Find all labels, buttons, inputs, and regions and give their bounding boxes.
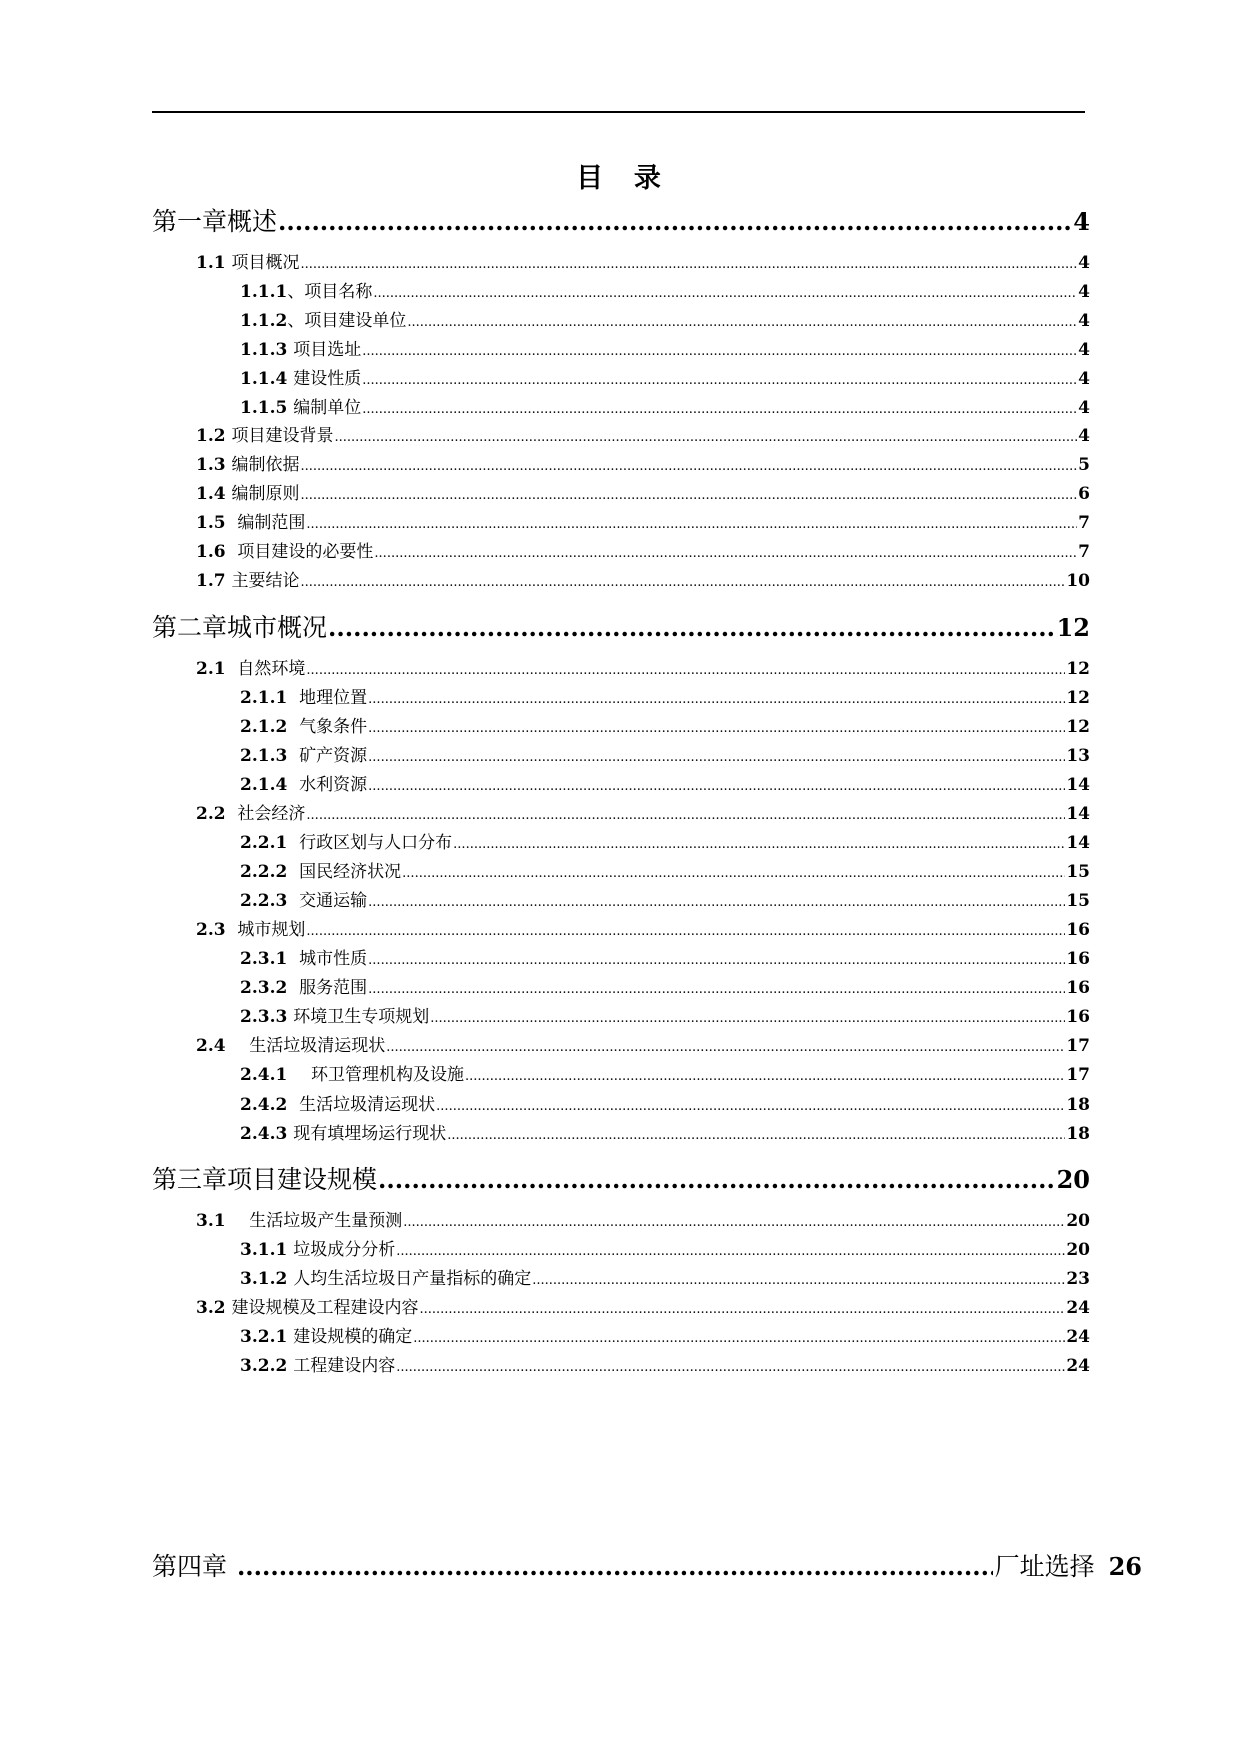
toc-leader-dots — [301, 257, 1078, 272]
toc-entry-page: 17 — [1066, 1065, 1090, 1085]
toc-entry-label — [240, 1090, 435, 1115]
toc-leader-dots — [374, 546, 1077, 561]
toc-subsection-entry[interactable] — [240, 1322, 1090, 1350]
toc-entry-label — [196, 1206, 402, 1231]
toc-entry-text: 交通运输 — [299, 891, 368, 911]
toc-entry-text: 生活垃圾产生量预测 — [249, 1211, 403, 1231]
toc-entry-label — [240, 741, 367, 766]
toc-entry-label — [196, 537, 373, 562]
toc-leader-dots — [368, 982, 1065, 997]
toc-entry-label — [196, 479, 300, 504]
toc-section-entry[interactable] — [196, 537, 1090, 565]
toc-entry-number: 2.3 — [196, 920, 238, 940]
toc-leader-dots — [278, 207, 1072, 236]
toc-entry-number: 3.2.2 — [240, 1356, 294, 1376]
toc-section-entry[interactable] — [196, 1206, 1090, 1234]
toc-entry-number: 2.3.1 — [240, 949, 300, 969]
toc-entry-number: 1.3 — [196, 455, 232, 475]
toc-entry-page: 24 — [1066, 1327, 1090, 1347]
toc-entry-number: 3.2 — [196, 1298, 232, 1318]
toc-subsection-entry[interactable] — [240, 335, 1090, 363]
toc-entry-page: 4 — [1078, 253, 1090, 273]
toc-section-entry[interactable] — [196, 508, 1090, 536]
toc-section-entry[interactable] — [196, 479, 1090, 507]
toc-entry-number: 2.4.1 — [240, 1065, 311, 1085]
toc-entry-text: 、项目建设单位 — [287, 311, 407, 331]
toc-entry-label: 第二章城市概况 — [152, 613, 328, 642]
toc-entry-page: 10 — [1066, 571, 1090, 591]
toc-leader-dots — [413, 1331, 1065, 1346]
toc-entry-label — [196, 1293, 419, 1318]
toc-entry-page: 20 — [1056, 1165, 1090, 1194]
toc-entry-page: 14 — [1066, 804, 1090, 824]
toc-entry-number: 2.2 — [196, 804, 238, 824]
toc-subsection-entry[interactable] — [240, 1060, 1090, 1088]
toc-entry-label — [196, 421, 334, 446]
toc-chapter-entry[interactable] — [152, 202, 1090, 242]
toc-leader-dots — [368, 953, 1065, 968]
toc-subsection-entry[interactable] — [240, 1351, 1090, 1379]
toc-entry-number: 1.6 — [196, 542, 238, 562]
toc-entry-number: 2.1.1 — [240, 688, 300, 708]
toc-subsection-entry[interactable] — [240, 1119, 1090, 1147]
toc-entry-number: 1.2 — [196, 426, 232, 446]
toc-entry-text: 编制原则 — [231, 484, 300, 504]
toc-chapter-entry[interactable] — [152, 608, 1090, 648]
toc-section-entry[interactable] — [196, 654, 1090, 682]
toc-entry-page: 24 — [1066, 1298, 1090, 1318]
toc-section-entry[interactable] — [196, 1293, 1090, 1321]
toc-entry-text: 环境卫生专项规划 — [293, 1007, 430, 1027]
toc-leader-dots — [532, 1273, 1065, 1288]
toc-entry-page: 14 — [1066, 775, 1090, 795]
toc-entry-page: 5 — [1078, 455, 1090, 475]
toc-entry-page: 16 — [1066, 920, 1090, 940]
toc-subsection-entry[interactable] — [240, 1235, 1090, 1263]
toc-entry-label — [240, 944, 367, 969]
toc-subsection-entry[interactable] — [240, 277, 1090, 305]
toc-entry-text: 矿产资源 — [299, 746, 368, 766]
toc-entry-number: 3.2.1 — [240, 1327, 294, 1347]
toc-entry-label — [240, 393, 361, 418]
toc-entry-number: 1.1.2 — [240, 311, 288, 331]
toc-entry-page: 4 — [1078, 282, 1090, 302]
toc-section-entry[interactable] — [196, 1031, 1090, 1059]
toc-leader-dots — [306, 924, 1065, 939]
toc-subsection-entry[interactable] — [240, 1264, 1090, 1292]
toc-entry-number: 2.4.2 — [240, 1095, 300, 1115]
toc-entry-label — [196, 450, 300, 475]
toc-entry-page: 17 — [1066, 1036, 1090, 1056]
toc-entry-text: 建设规模及工程建设内容 — [231, 1298, 419, 1318]
toc-entry-text: 气象条件 — [299, 717, 368, 737]
toc-entry-page: 14 — [1066, 833, 1090, 853]
toc-leader-dots — [368, 721, 1065, 736]
toc-entry-text: 人均生活垃圾日产量指标的确定 — [293, 1269, 532, 1289]
toc-entry-label — [240, 335, 361, 360]
toc-entry-number: 2.2.1 — [240, 833, 300, 853]
toc-entry-page: 20 — [1066, 1240, 1090, 1260]
toc-entry-label — [240, 770, 367, 795]
toc-subsection-entry[interactable] — [240, 770, 1090, 798]
toc-entry-label: 第四章 — [152, 1552, 235, 1581]
toc-entry-text: 行政区划与人口分布 — [299, 833, 453, 853]
toc-entry-label — [240, 1002, 429, 1027]
toc-entry-number: 1.1.4 — [240, 369, 294, 389]
toc-entry-page: 4 — [1078, 340, 1090, 360]
toc-entry-page: 26 — [1108, 1552, 1142, 1581]
toc-entry-page: 4 — [1078, 426, 1090, 446]
toc-subsection-entry[interactable] — [240, 944, 1090, 972]
toc-entry-number: 2.1.4 — [240, 775, 300, 795]
toc-entry-text: 国民经济状况 — [299, 862, 402, 882]
toc-entry-text: 、项目名称 — [287, 282, 373, 302]
toc-entry-page: 16 — [1066, 1007, 1090, 1027]
toc-entry-text: 现有填埋场运行现状 — [293, 1124, 447, 1144]
toc-leader-dots — [403, 1215, 1065, 1230]
toc-entry-text: 城市规划 — [237, 920, 306, 940]
toc-entry-label: 第三章项目建设规模 — [152, 1165, 378, 1194]
toc-entry-text: 项目选址 — [293, 340, 362, 360]
toc-entry-page: 18 — [1066, 1095, 1090, 1115]
toc-entry-number: 2.4.3 — [240, 1124, 294, 1144]
toc-section-entry[interactable] — [196, 421, 1090, 449]
toc-entry-text: 地理位置 — [299, 688, 368, 708]
toc-entry-number: 2.2.2 — [240, 862, 300, 882]
toc-entry-label — [196, 915, 305, 940]
toc-entry-label — [196, 508, 305, 533]
toc-entry-label — [240, 277, 372, 302]
toc-subsection-entry[interactable] — [240, 712, 1090, 740]
toc-entry-page: 15 — [1066, 891, 1090, 911]
toc-subsection-entry[interactable] — [240, 973, 1090, 1001]
toc-entry-text: 水利资源 — [299, 775, 368, 795]
toc-leader-dots — [396, 1360, 1065, 1375]
toc-subsection-entry[interactable] — [240, 886, 1090, 914]
toc-entry-page: 4 — [1078, 398, 1090, 418]
toc-entry-text: 编制依据 — [231, 455, 300, 475]
toc-entry-label — [240, 683, 367, 708]
toc-leader-dots — [368, 779, 1065, 794]
toc-entry-page: 7 — [1078, 542, 1090, 562]
toc-entry-text: 自然环境 — [237, 659, 306, 679]
toc-entry-page: 4 — [1078, 369, 1090, 389]
toc-leader-dots — [465, 1069, 1065, 1084]
toc-entry-suffix: 厂址选择 — [994, 1552, 1095, 1581]
toc-entry-text: 生活垃圾清运现状 — [299, 1095, 436, 1115]
toc-leader-dots — [306, 808, 1065, 823]
toc-subsection-entry[interactable] — [240, 828, 1090, 856]
toc-entry-label — [196, 799, 305, 824]
toc-entry-number: 1.5 — [196, 513, 238, 533]
toc-leader-dots — [447, 1128, 1065, 1143]
toc-chapter-entry[interactable] — [152, 1160, 1090, 1200]
toc-entry-page: 18 — [1066, 1124, 1090, 1144]
toc-entry-page: 20 — [1066, 1211, 1090, 1231]
toc-entry-page: 23 — [1066, 1269, 1090, 1289]
toc-entry-text: 城市性质 — [299, 949, 368, 969]
toc-entry-number: 2.1.2 — [240, 717, 300, 737]
toc-entry-page: 12 — [1066, 717, 1090, 737]
toc-entry-text: 项目概况 — [231, 253, 300, 273]
toc-entry-label — [196, 654, 305, 679]
toc-entry-number: 2.1.3 — [240, 746, 300, 766]
toc-entry-label — [240, 364, 361, 389]
toc-entry-label — [240, 828, 452, 853]
toc-entry-number: 3.1.2 — [240, 1269, 294, 1289]
toc-leader-dots — [306, 517, 1077, 532]
toc-entry-label — [240, 1351, 395, 1376]
toc-entry-text: 环卫管理机构及设施 — [311, 1065, 464, 1085]
toc-subsection-entry[interactable] — [240, 1090, 1090, 1118]
toc-leader-dots — [373, 286, 1077, 301]
toc-entry-number: 1.4 — [196, 484, 232, 504]
toc-leader-dots — [328, 613, 1056, 642]
toc-entry-page: 24 — [1066, 1356, 1090, 1376]
toc-entry-number: 1.1 — [196, 253, 232, 273]
toc-entry-text: 项目建设背景 — [231, 426, 334, 446]
toc-entry-number: 1.1.3 — [240, 340, 294, 360]
toc-entry-text: 社会经济 — [237, 804, 306, 824]
toc-leader-dots — [335, 430, 1078, 445]
toc-entry-label — [240, 1322, 412, 1347]
toc-entry-chapter4[interactable] — [152, 1547, 1142, 1583]
toc-entry-page: 16 — [1066, 949, 1090, 969]
toc-leader-dots — [368, 692, 1065, 707]
toc-leader-dots — [368, 750, 1065, 765]
toc-leader-dots — [407, 315, 1077, 330]
toc-entry-page: 4 — [1078, 311, 1090, 331]
toc-entry-label — [240, 1060, 464, 1085]
toc-leader-dots — [453, 837, 1065, 852]
toc-leader-dots — [420, 1302, 1066, 1317]
toc-entry-text: 生活垃圾清运现状 — [249, 1036, 386, 1056]
toc-section-entry[interactable] — [196, 799, 1090, 827]
toc-entry-number: 2.3.2 — [240, 978, 300, 998]
toc-entry-label — [240, 1264, 531, 1289]
toc-entry-label — [196, 566, 300, 591]
toc-entry-text: 工程建设内容 — [293, 1356, 396, 1376]
toc-subsection-entry[interactable] — [240, 741, 1090, 769]
toc-entry-text: 建设规模的确定 — [293, 1327, 413, 1347]
toc-leader-dots — [402, 866, 1065, 881]
toc-leader-dots — [436, 1099, 1065, 1114]
toc-entry-page: 7 — [1078, 513, 1090, 533]
toc-subsection-entry[interactable] — [240, 306, 1090, 334]
toc-entry-label: 第一章概述 — [152, 207, 278, 236]
toc-leader-dots — [368, 895, 1065, 910]
toc-title: 目 录 — [576, 163, 665, 194]
toc-section-entry[interactable] — [196, 450, 1090, 478]
toc-leader-dots — [301, 459, 1078, 474]
toc-leader-dots — [396, 1244, 1065, 1259]
toc-entry-label — [240, 886, 367, 911]
toc-entry-label — [196, 248, 300, 273]
toc-leader-dots — [362, 373, 1077, 388]
toc-entry-number: 2.2.3 — [240, 891, 300, 911]
toc-leader-dots — [301, 488, 1078, 503]
toc-leader-dots — [362, 402, 1077, 417]
toc-leader-dots — [237, 1552, 993, 1581]
toc-entry-page: 12 — [1066, 659, 1090, 679]
toc-subsection-entry[interactable] — [240, 683, 1090, 711]
toc-leader-dots — [386, 1040, 1065, 1055]
toc-entry-page: 15 — [1066, 862, 1090, 882]
toc-entry-text: 服务范围 — [299, 978, 368, 998]
toc-leader-dots — [301, 575, 1066, 590]
toc-entry-number: 3.1 — [196, 1211, 250, 1231]
toc-subsection-entry[interactable] — [240, 393, 1090, 421]
toc-entry-number: 2.3.3 — [240, 1007, 294, 1027]
toc-entry-label — [240, 973, 367, 998]
toc-entry-page: 6 — [1078, 484, 1090, 504]
toc-entry-label — [240, 857, 401, 882]
toc-entry-number: 2.4 — [196, 1036, 250, 1056]
toc-entry-page: 12 — [1066, 688, 1090, 708]
toc-subsection-entry[interactable] — [240, 857, 1090, 885]
toc-entry-number: 2.1 — [196, 659, 238, 679]
toc-entry-page: 12 — [1056, 613, 1090, 642]
toc-entry-page: 16 — [1066, 978, 1090, 998]
toc-section-entry[interactable] — [196, 248, 1090, 276]
toc-entry-label — [240, 306, 406, 331]
toc-leader-dots — [362, 344, 1077, 359]
toc-entry-label — [240, 1119, 446, 1144]
toc-subsection-entry[interactable] — [240, 1002, 1090, 1030]
toc-entry-number: 3.1.1 — [240, 1240, 294, 1260]
toc-entry-label — [196, 1031, 385, 1056]
toc-leader-dots — [306, 663, 1065, 678]
toc-entry-page: 4 — [1073, 207, 1090, 236]
toc-entry-label — [240, 712, 367, 737]
toc-entry-text: 项目建设的必要性 — [237, 542, 374, 562]
toc-entry-text: 编制单位 — [293, 398, 362, 418]
toc-entry-text: 建设性质 — [293, 369, 362, 389]
toc-entry-number: 1.7 — [196, 571, 232, 591]
toc-subsection-entry[interactable] — [240, 364, 1090, 392]
toc-entry-text: 垃圾成分分析 — [293, 1240, 396, 1260]
toc-leader-dots — [430, 1011, 1065, 1026]
toc-entry-page: 13 — [1066, 746, 1090, 766]
toc-section-entry[interactable] — [196, 915, 1090, 943]
toc-entry-label — [240, 1235, 395, 1260]
toc-leader-dots — [378, 1165, 1056, 1194]
toc-entry-number: 1.1.5 — [240, 398, 294, 418]
toc-entry-text: 编制范围 — [237, 513, 306, 533]
toc-entry-text: 主要结论 — [231, 571, 300, 591]
toc-entry-number: 1.1.1 — [240, 282, 288, 302]
toc-section-entry[interactable] — [196, 566, 1090, 594]
